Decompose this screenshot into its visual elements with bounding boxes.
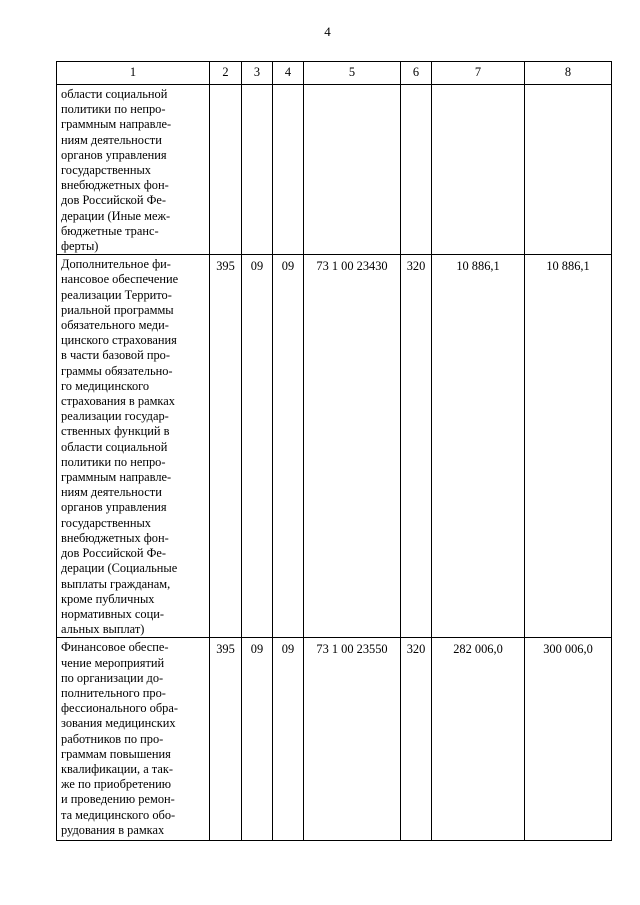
row-section — [242, 85, 273, 255]
row-admin-code: 395 — [210, 255, 242, 638]
row-subsection — [273, 85, 304, 255]
row-amount-year-2: 10 886,1 — [525, 255, 612, 638]
table-row — [57, 638, 612, 841]
row-amount-year-1 — [432, 85, 525, 255]
row-amount-year-1: 10 886,1 — [432, 255, 525, 638]
row-expense-type: 320 — [401, 638, 432, 841]
header-cell-8: 8 — [525, 62, 612, 85]
header-cell-4: 4 — [273, 62, 304, 85]
row-target-article — [304, 85, 401, 255]
header-cell-1: 1 — [57, 62, 210, 85]
header-cell-7: 7 — [432, 62, 525, 85]
table-row — [57, 85, 612, 255]
table-header-row — [57, 62, 612, 85]
row-admin-code — [210, 85, 242, 255]
header-cell-5: 5 — [304, 62, 401, 85]
row-target-article: 73 1 00 23550 — [304, 638, 401, 841]
row-description: Дополнительное фи- нансовое обеспечение реализации Террито- риальной программы обязательного меди- цинского страхования в части базовой про- граммы обязательно- го медицинского страхования в рамках реализации государ- ственных функций в области социальной политики по непро- граммным направле- ниям деятельности органов управления государственных внебюджетных фон- дов Российской Фе- дерации (Социальные выплаты гражданам, кроме публичных нормативных соци- альных выплат) — [57, 255, 210, 638]
row-amount-year-2: 300 006,0 — [525, 638, 612, 841]
header-cell-6: 6 — [401, 62, 432, 85]
row-admin-code: 395 — [210, 638, 242, 841]
row-expense-type — [401, 85, 432, 255]
table-row — [57, 255, 612, 638]
row-subsection: 09 — [273, 255, 304, 638]
header-cell-2: 2 — [210, 62, 242, 85]
row-description: области социальной политики по непро- граммным направле- ниям деятельности органов управления государственных внебюджетных фон- дов Российской Фе- дерации (Иные меж- бюджетные транс- ферты) — [57, 85, 210, 255]
row-section: 09 — [242, 638, 273, 841]
budget-table — [56, 61, 612, 841]
page-number: 4 — [324, 24, 331, 39]
row-section: 09 — [242, 255, 273, 638]
row-subsection: 09 — [273, 638, 304, 841]
row-amount-year-1: 282 006,0 — [432, 638, 525, 841]
row-expense-type: 320 — [401, 255, 432, 638]
row-amount-year-2 — [525, 85, 612, 255]
header-cell-3: 3 — [242, 62, 273, 85]
row-description: Финансовое обеспе- чение мероприятий по организации до- полнительного про- фессионального обра- зования медицинских работников по про- граммам повышения квалификации, а так- же по приобретению и проведению ремон- та медицинского обо- рудования в рамках — [57, 638, 210, 841]
row-target-article: 73 1 00 23430 — [304, 255, 401, 638]
